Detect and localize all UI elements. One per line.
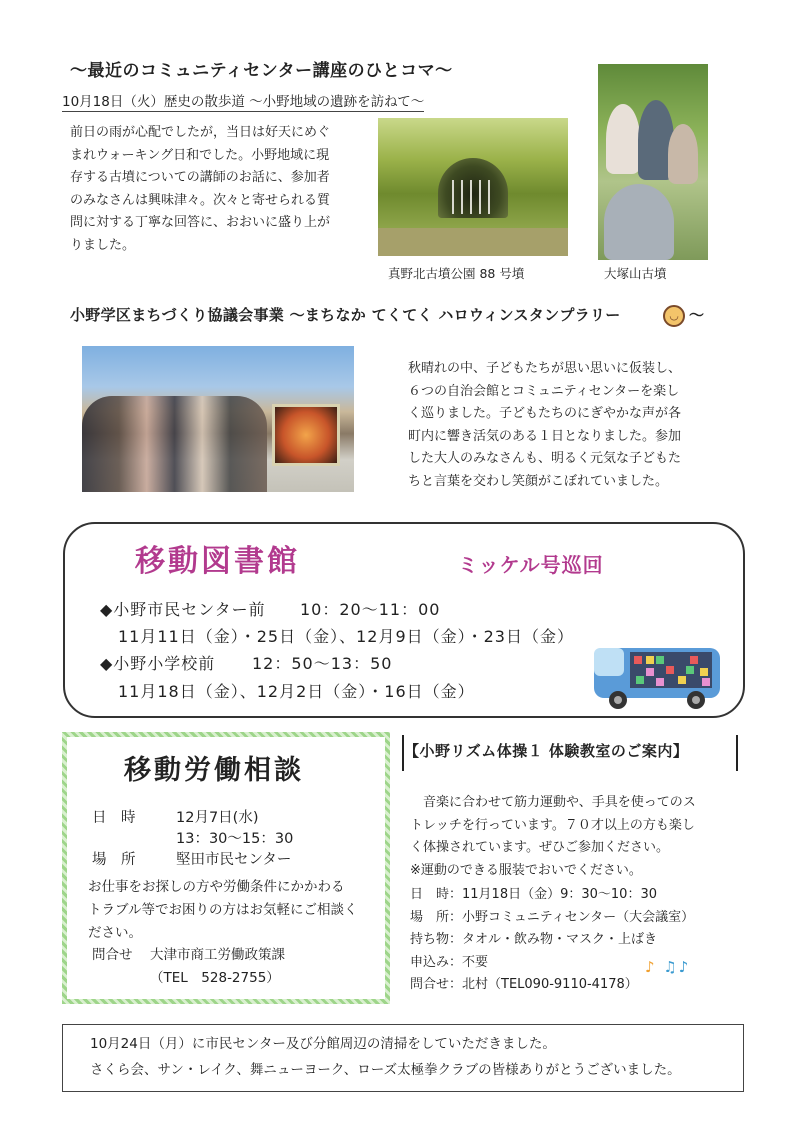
section1-title: ～最近のコミュニティセンター講座のひとコマ～ xyxy=(70,61,453,81)
labor-date-label: 日 時 xyxy=(92,810,136,826)
halloween-event-photo xyxy=(82,346,354,492)
body-line: ６つの自治会館とコミュニティセンターを楽し xyxy=(408,383,680,399)
thanks-line-1: 10月24日（月）に市民センター及び分館周辺の清掃をしていただきました。 xyxy=(90,1036,556,1052)
bus-icon xyxy=(590,634,730,712)
body-line: 秋晴れの中、子どもたちが思い思いに仮装し、 xyxy=(408,361,682,376)
music-note-icon: ♪ xyxy=(645,958,657,976)
body-line: まれウォーキング日和でした。小野地域に現 xyxy=(70,147,330,163)
thanks-line-2: さくら会、サン・レイク、舞ニューヨーク、ローズ太極拳クラブの皆様ありがとうございました。 xyxy=(90,1062,681,1078)
body-line: 存する古墳についての講師のお話に、参加者 xyxy=(70,170,330,185)
library-stop-1-dates: 11月11日（金）・25日（金）、12月9日（金）・23日（金） xyxy=(118,627,574,646)
rhythm-exercise-title: 【小野リズム体操１ 体験教室のご案内】 xyxy=(404,742,689,760)
body-line: のみなさんは興味津々。次々と寄せられる質 xyxy=(70,192,331,208)
rhythm-contact-row: 問合せ：北村（TEL090-9110-4178） xyxy=(410,977,638,992)
photo-caption-1: 真野北古墳公園 88 号墳 xyxy=(388,266,525,281)
body-line: ※運動のできる服装でおいでください。 xyxy=(410,862,642,878)
body-line: ちと言葉を交わし笑顔がこぼれていました。 xyxy=(408,473,669,489)
body-line: く体操されています。ぜひご参加ください。 xyxy=(410,840,669,855)
section1-body xyxy=(70,122,360,257)
labor-place-label: 場 所 xyxy=(92,852,136,868)
section2-title-tail: ～ xyxy=(689,306,705,324)
labor-contact-label: 問合せ xyxy=(92,947,133,963)
labor-place-value: 堅田市民センター xyxy=(176,852,292,868)
library-stop-2-time: 12：50～13：50 xyxy=(252,654,393,673)
music-notes-icon: ♫♪ xyxy=(663,958,691,976)
body-line: した大人のみなさんも、明るく元気な子どもた xyxy=(408,451,682,466)
labor-body xyxy=(88,876,380,945)
pumpkin-icon: ◡ xyxy=(663,305,685,327)
section2-title: 小野学区まちづくり協議会事業 ～まちなか てくてく ハロウィンスタンプラリー xyxy=(70,306,621,324)
body-line: りました。 xyxy=(70,237,136,253)
body-line: トラブル等でお困りの方はお気軽にご相談く xyxy=(88,902,358,918)
rhythm-place-row: 場 所：小野コミュニティセンター（大会議室） xyxy=(410,909,695,925)
music-notes-icon xyxy=(645,958,690,976)
labor-tel: （TEL 528-2755） xyxy=(150,970,280,986)
labor-contact-value: 大津市商工労働政策課 xyxy=(150,947,285,963)
section1-subtitle: 10月18日（火）歴史の散歩道 ～小野地域の遺跡を訪ねて～ xyxy=(62,90,424,112)
rhythm-date-row: 日 時：11月18日（金）9：30～10：30 xyxy=(410,887,657,902)
body-line: お仕事をお探しの方や労働条件にかかわる xyxy=(88,879,345,895)
body-line: 音楽に合わせて筋力運動や、手具を使ってのス xyxy=(410,795,696,810)
body-line: トレッチを行っています。７０才以上の方も楽し xyxy=(410,817,695,833)
rhythm-items-row: 持ち物：タオル・飲み物・マスク・上ばき xyxy=(410,932,658,947)
body-line: 前日の雨が心配でしたが，当日は好天にめぐ xyxy=(70,125,331,140)
labor-consultation-title: 移動労働相談 xyxy=(124,755,304,786)
mobile-library-title: 移動図書館 xyxy=(135,544,300,579)
walking-group-photo xyxy=(598,64,708,260)
library-stop-1-label: ◆小野市民センター前 xyxy=(100,600,266,619)
library-stop-2-dates: 11月18日（金）、12月2日（金）・16日（金） xyxy=(118,682,475,701)
rhythm-application-row: 申込み：不要 xyxy=(410,954,489,970)
body-line: 町内に響き活気のある１日となりました。参加 xyxy=(408,428,682,444)
library-stop-1-time: 10：20～11：00 xyxy=(300,600,441,619)
labor-time-value: 13：30～15：30 xyxy=(176,831,294,847)
labor-date-value: 12月7日(水) xyxy=(176,810,259,826)
burial-mound-photo xyxy=(378,118,568,256)
body-line: 問に対する丁寧な回答に、おおいに盛り上が xyxy=(70,215,331,230)
section2-body xyxy=(408,358,713,493)
body-line: く巡りました。子どもたちのにぎやかな声が各 xyxy=(408,406,682,421)
photo-caption-2: 大塚山古墳 xyxy=(604,266,667,281)
mobile-library-subtitle: ミッケル号巡回 xyxy=(458,553,604,577)
library-stop-2-label: ◆小野小学校前 xyxy=(100,654,216,673)
body-line: ださい。 xyxy=(88,925,142,941)
